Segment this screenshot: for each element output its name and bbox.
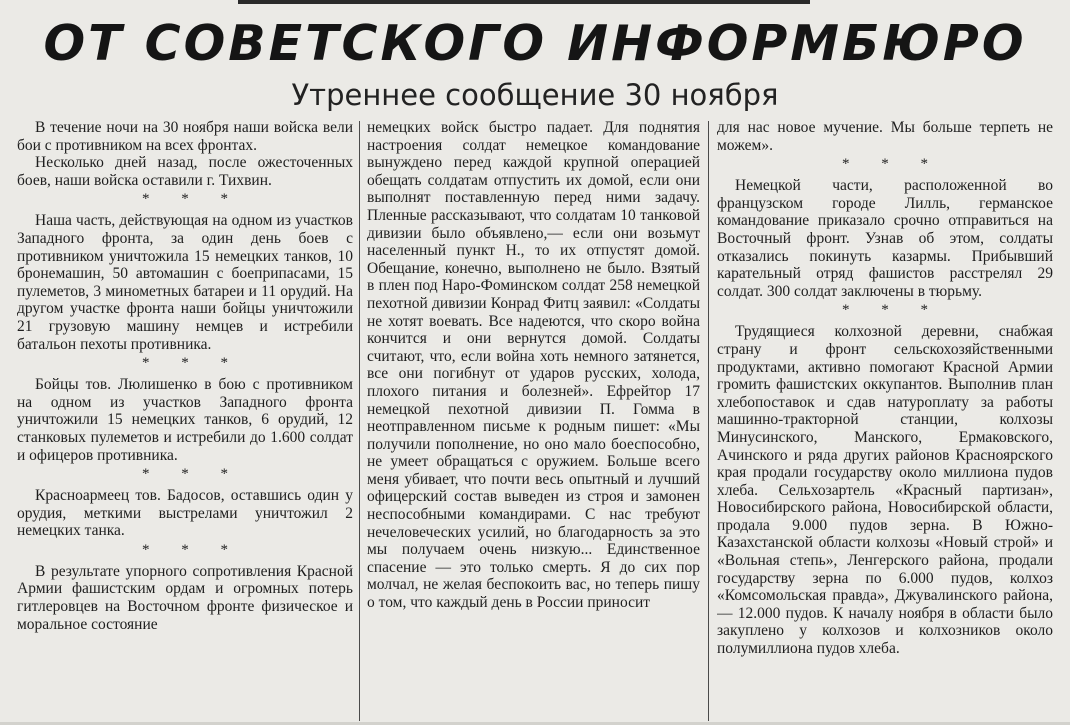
paragraph: Трудящиеся колхозной деревни, снабжая страну и фронт сельскохозяйственными продуктами, активно помогают Красной Армии громить фашистских оккупантов. Выполнив план хлебопоставок и сдав натуроплату за работы машинно-тракторной станции, колхозы Минусинского, Манского, Ермаковского, Ачинского и ряда других районов Красноярского края продали государству около миллиона пудов хлеба. Сельхозартель «Красный партизан», Новосибирского района, Новосибирской области, продала 9.000 пудов зерна. В Южно-Казахстанской области колхозы «Новый строй» и «Вольная степь», Ленгерского района, продали государству зерна по 6.000 пудов, колхоз «Комсомольская правда», Джувалинского района,— 12.000 пудов. К началу ноября в области было закуплено у колхозов и колхозников около полумиллиона пудов хлеба. [717,323,1053,658]
section-separator: * * * [842,302,942,319]
paragraph: Несколько дней назад, после ожесточенных боев, наши войска оставили г. Тихвин. [17,154,353,189]
paragraph: В результате упорного сопротивления Красной Армии фашистским ордам и огромных потерь гитлеровцев на Восточном фронте физическое и моральное состояние [17,562,353,633]
section-separator: * * * [142,355,242,372]
paragraph: Наша часть, действующая на одном из участков Западного фронта, за один день боев с противником уничтожила 15 немецких танков, 10 бронемашин, 50 автомашин с боеприпасами, 15 пулеметов, 3 минометных батареи и 11 орудий. На другом участке фронта наши бойцы уничтожили 21 грузовую машину немцев и истребили батальон пехоты противника. [17,212,353,353]
paragraph: Немецкой части, расположенной во французском городе Лилль, германское командование приказало срочно отправиться на Восточный фронт. Узнав об этом, солдаты отказались покинуть казармы. Прибывший карательный отряд фашистов расстрелял 29 солдат. 300 солдат заключены в тюрьму. [717,177,1053,300]
article-column-2 [367,119,700,719]
section-separator: * * * [142,191,242,208]
column-divider [708,121,709,721]
section-separator: * * * [842,156,942,173]
section-separator: * * * [142,541,242,558]
paragraph: Красноармеец тов. Бадосов, оставшись один у орудия, меткими выстрелами уничтожил 2 немецких танка. [17,487,353,540]
paragraph: для нас новое мучение. Мы больше терпеть не можем». [717,119,1053,154]
paragraph: немецких войск быстро падает. Для поднятия настроения солдат немецкое командование вынуждено перед каждой крупной операцией обещать солдатам отпустить их домой, если они выполнят поставленную перед ними задачу. Пленные рассказывают, что солдатам 10 танковой дивизии было объявлено,— если они возьмут населенный пункт Н., то их отпустят домой. Обещание, конечно, выполнено не было. Взятый в плен под Наро-Фоминском солдат 258 немецкой пехотной дивизии Конрад Фитц заявил: «Солдаты не хотят воевать. Все надеются, что скоро война кончится и они вернутся домой. Солдаты считают, что, если война хоть немного затянется, все они погибнут от ударов русских, холода, плохого питания и болезней». Ефрейтор 17 немецкой пехотной дивизии П. Гомма в неотправленном письме к родным пишет: «Мы получили пополнение, но оно мало боеспособно, не умеет обращаться с оружием. Больше всего меня убивает, что почти весь опытный и лучший офицерский состав выведен из строя и замонен неспособными командирами. С нас требуют нечеловеческих усилий, но благодарность за это мы получаем очень низкую... Единственное спасение — это только смерть. Я до сих пор молчал, не желая беспокоить вас, но теперь пишу о том, что каждый день в России приносит [367,119,700,612]
article-column-3 [717,119,1053,719]
headline: ОТ СОВЕТСКОГО ИНФОРМБЮРО [43,15,1027,72]
article-column-1 [17,119,353,719]
top-rule [238,0,810,4]
section-separator: * * * [142,466,242,483]
paragraph: Бойцы тов. Люлишенко в бою с противником на одном из участков Западного фронта уничтожили 15 немецких танков, 6 орудий, 12 станковых пулеметов и истребили до 1.600 солдат и офицеров противника. [17,376,353,464]
subheadline: Утреннее сообщение 30 ноября [291,78,779,112]
column-divider [359,121,360,721]
paragraph: В течение ночи на 30 ноября наши войска вели бои с противником на всех фронтах. [17,119,353,154]
